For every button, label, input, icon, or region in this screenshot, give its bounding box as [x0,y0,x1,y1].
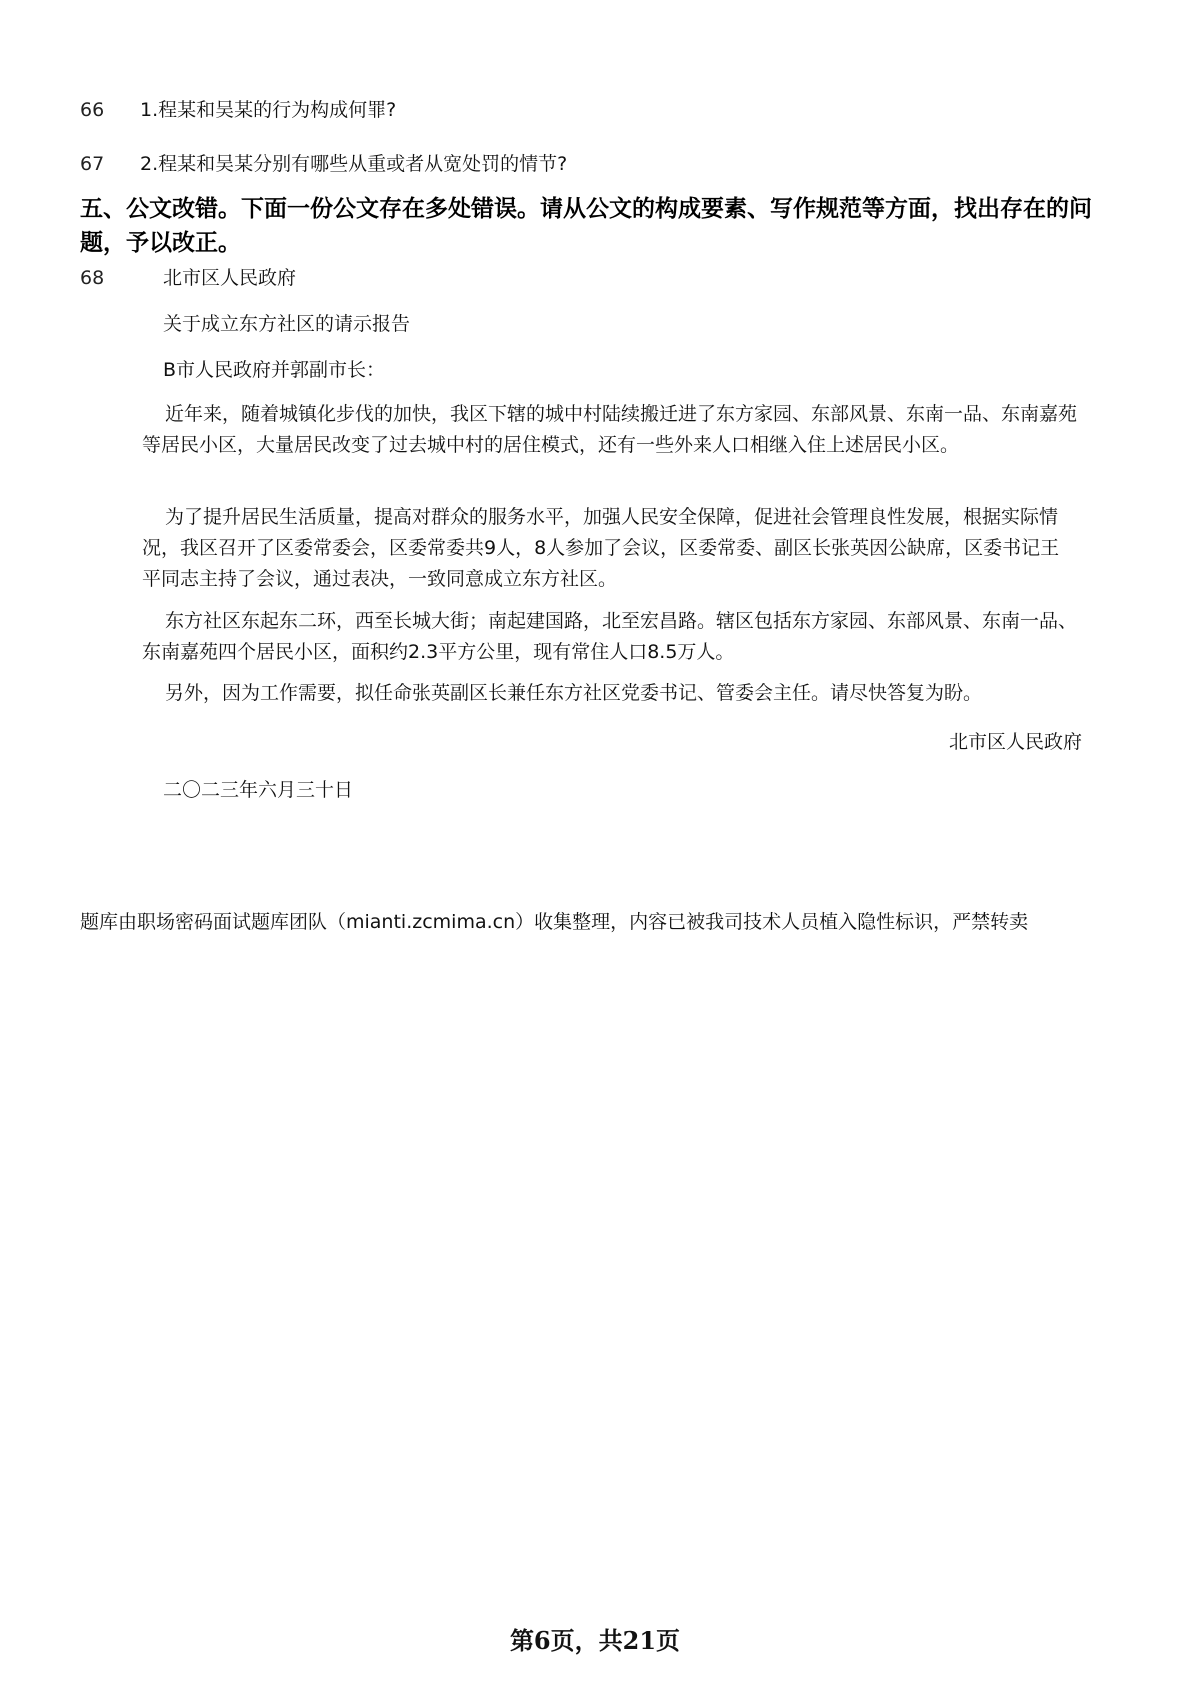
question-number: 66 [80,99,105,121]
question-number-68: 68 [80,267,105,289]
section-title: 五、公文改错。下面一份公文存在多处错误。请从公文的构成要素、写作规范等方面，找出存在的问题，予以改正。 [80,196,1092,256]
document-paragraph-3: 东方社区东起东二环，西至长城大街；南起建国路，北至宏昌路。辖区包括东方家园、东部风景、东南一品、东南嘉苑四个居民小区，面积约2.3平方公里，现有常住人口8.5万人。 [142,610,1078,663]
question-number: 67 [80,153,105,175]
document-title: 关于成立东方社区的请示报告 [163,313,411,335]
question-66 [80,96,396,124]
question-67 [80,150,567,178]
document-issuer: 北市区人民政府 [163,267,297,289]
page-number: 第6页，共21页 [509,1626,681,1655]
document-recipient: B市人民政府并郭副市长： [163,359,386,381]
question-text: 2.程某和吴某分别有哪些从重或者从宽处罚的情节? [140,153,568,175]
question-text: 1.程某和吴某的行为构成何罪? [140,99,397,121]
document-paragraph-4: 另外，因为工作需要，拟任命张英副区长兼任东方社区党委书记、管委会主任。请尽快答复为盼。 [165,682,983,704]
document-date: 二〇二三年六月三十日 [163,779,354,801]
document-signature: 北市区人民政府 [948,731,1082,753]
document-paragraph-1: 近年来，随着城镇化步伐的加快，我区下辖的城中村陆续搬迁进了东方家园、东部风景、东南一品、东南嘉苑等居民小区，大量居民改变了过去城中村的居住模式，还有一些外来人口相继入住上述居民小区。 [142,403,1078,456]
footer-note: 题库由职场密码面试题库团队（mianti.zcmima.cn）收集整理，内容已被我司技术人员植入隐性标识，严禁转卖 [80,911,1029,933]
document-paragraph-2: 为了提升居民生活质量，提高对群众的服务水平，加强人民安全保障，促进社会管理良性发展，根据实际情况，我区召开了区委常委会，区委常委共9人，8人参加了会议，区委常委、副区长张英因公缺席，区委书记王平同志主持了会议，通过表决，一致同意成立东方社区。 [142,506,1060,590]
